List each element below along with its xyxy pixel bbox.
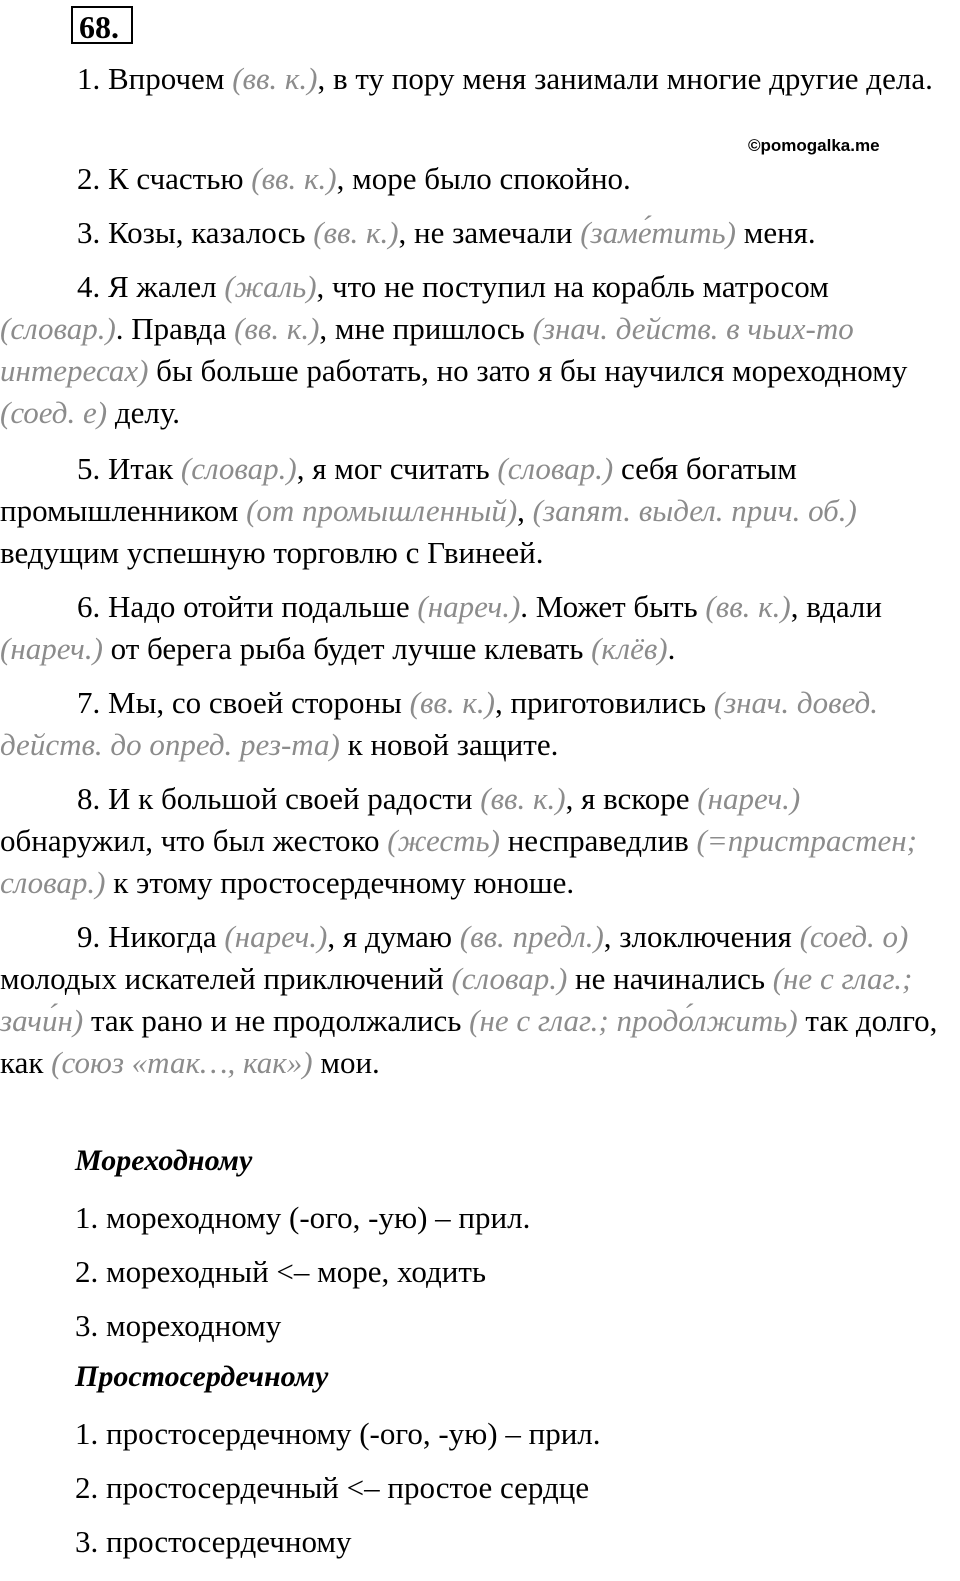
sentence-9 <box>0 916 955 1084</box>
sentence-text: , <box>517 493 533 528</box>
analysis-heading-1: Мореходному <box>75 1144 253 1177</box>
sentence-text: себя богатым промышленником <box>0 451 797 528</box>
sentence-text: 5. Итак <box>77 451 181 486</box>
sentence-text: , в ту пору меня занимали многие другие дела. <box>317 61 933 96</box>
analysis-heading-2: Простосердечному <box>75 1360 329 1393</box>
sentence-text: обнаружил, что был жестоко <box>0 823 388 858</box>
sentence-text: делу. <box>107 395 180 430</box>
sentence-text: так рано и не продолжались <box>83 1003 470 1038</box>
grammar-note: (словар.) <box>180 451 297 486</box>
analysis-2-line-3: 3. простосердечному <box>75 1524 352 1559</box>
sentence-1 <box>0 58 955 100</box>
sentence-text: , вдали <box>790 589 882 624</box>
sentence-text: , я думаю <box>327 919 460 954</box>
sentence-5 <box>0 448 955 574</box>
grammar-note: (от промышленный) <box>246 493 518 528</box>
sentence-text: мои. <box>312 1045 380 1080</box>
grammar-note: (нареч.) <box>417 589 521 624</box>
grammar-note: (вв. к.) <box>705 589 791 624</box>
grammar-note: (знач. довед. действ. до опред. рез-та) <box>0 685 878 762</box>
sentence-text: так долго, как <box>0 1003 938 1080</box>
sentence-text: несправедлив <box>499 823 697 858</box>
exercise-number: 68. <box>71 6 133 44</box>
analysis-1-line-3: 3. мореходному <box>75 1308 282 1343</box>
grammar-note: (союз «так…, как») <box>51 1045 313 1080</box>
sentence-text: , злоключения <box>603 919 800 954</box>
sentence-text: 8. И к большой своей радости <box>77 781 481 816</box>
grammar-note: (соед. о) <box>799 919 909 954</box>
sentence-text: , мне пришлось <box>319 311 533 346</box>
grammar-note: (нареч.) <box>224 919 328 954</box>
analysis-2-line-1: 1. простосердечному (-ого, -ую) – прил. <box>75 1416 601 1451</box>
sentence-text: не начинались <box>567 961 773 996</box>
grammar-note: (вв. к.) <box>251 161 337 196</box>
sentence-6 <box>0 586 955 670</box>
grammar-note: (словар.) <box>497 451 614 486</box>
grammar-note: (запят. выдел. прич. об.) <box>532 493 857 528</box>
sentence-text: 9. Никогда <box>77 919 225 954</box>
grammar-note: (словар.) <box>0 311 116 346</box>
grammar-note: (вв. предл.) <box>459 919 604 954</box>
sentence-3 <box>0 212 955 254</box>
sentence-text: от берега рыба будет лучше клевать <box>102 631 592 666</box>
grammar-note: (нареч.) <box>697 781 801 816</box>
sentence-text: бы больше работать, но зато я бы научился мореходному <box>148 353 908 388</box>
sentence-text: 7. Мы, со своей стороны <box>77 685 410 720</box>
analysis-1-line-1: 1. мореходному (-ого, -ую) – прил. <box>75 1200 531 1235</box>
grammar-note: (заме́тить) <box>580 215 736 250</box>
sentence-text: к новой защите. <box>339 727 559 762</box>
sentence-7 <box>0 682 955 766</box>
grammar-note: (вв. к.) <box>409 685 495 720</box>
sentence-text: 1. Впрочем <box>77 61 233 96</box>
analysis-2-line-2: 2. простосердечный <– простое сердце <box>75 1470 590 1505</box>
sentence-text: 6. Надо отойти подальше <box>77 589 418 624</box>
sentence-text: меня. <box>735 215 816 250</box>
sentence-2 <box>0 158 955 200</box>
grammar-note: (вв. к.) <box>480 781 566 816</box>
sentence-text: . Правда <box>115 311 235 346</box>
grammar-note: (словар.) <box>451 961 568 996</box>
grammar-note: (вв. к.) <box>232 61 318 96</box>
sentence-text: 3. Козы, казалось <box>77 215 314 250</box>
grammar-note: (=пристрастен; словар.) <box>0 823 917 900</box>
sentence-text: 2. К счастью <box>77 161 252 196</box>
grammar-note: (нареч.) <box>0 631 103 666</box>
grammar-note: (клёв) <box>591 631 668 666</box>
sentence-text: , что не поступил на корабль матросом <box>316 269 829 304</box>
grammar-note: (вв. к.) <box>234 311 320 346</box>
grammar-note: (знач. действ. в чьих-то интересах) <box>0 311 854 388</box>
sentence-text: , не замечали <box>398 215 581 250</box>
sentence-text: молодых искателей приключений <box>0 961 452 996</box>
sentence-8 <box>0 778 955 904</box>
grammar-note: (жесть) <box>387 823 500 858</box>
sentence-text: ведущим успешную торговлю с Гвинеей. <box>0 535 544 570</box>
sentence-text: 4. Я жалел <box>77 269 225 304</box>
sentence-text: , я вскоре <box>565 781 698 816</box>
sentence-4 <box>0 266 955 434</box>
sentence-text: , я мог считать <box>296 451 498 486</box>
sentence-text: . Может быть <box>520 589 706 624</box>
grammar-note: (не с глаг.; продо́лжить) <box>469 1003 798 1038</box>
analysis-1-line-2: 2. мореходный <– море, ходить <box>75 1254 487 1289</box>
grammar-note: (вв. к.) <box>313 215 399 250</box>
grammar-note: (жаль) <box>224 269 317 304</box>
watermark: ©pomogalka.me <box>748 136 880 155</box>
sentence-text: , приготовились <box>494 685 714 720</box>
sentence-text: . <box>667 631 676 666</box>
sentence-text: к этому простосердечному юноше. <box>105 865 575 900</box>
grammar-note: (не с глаг.; зачи́н) <box>0 961 913 1038</box>
grammar-note: (соед. е) <box>0 395 108 430</box>
sentence-text: , море было спокойно. <box>336 161 631 196</box>
